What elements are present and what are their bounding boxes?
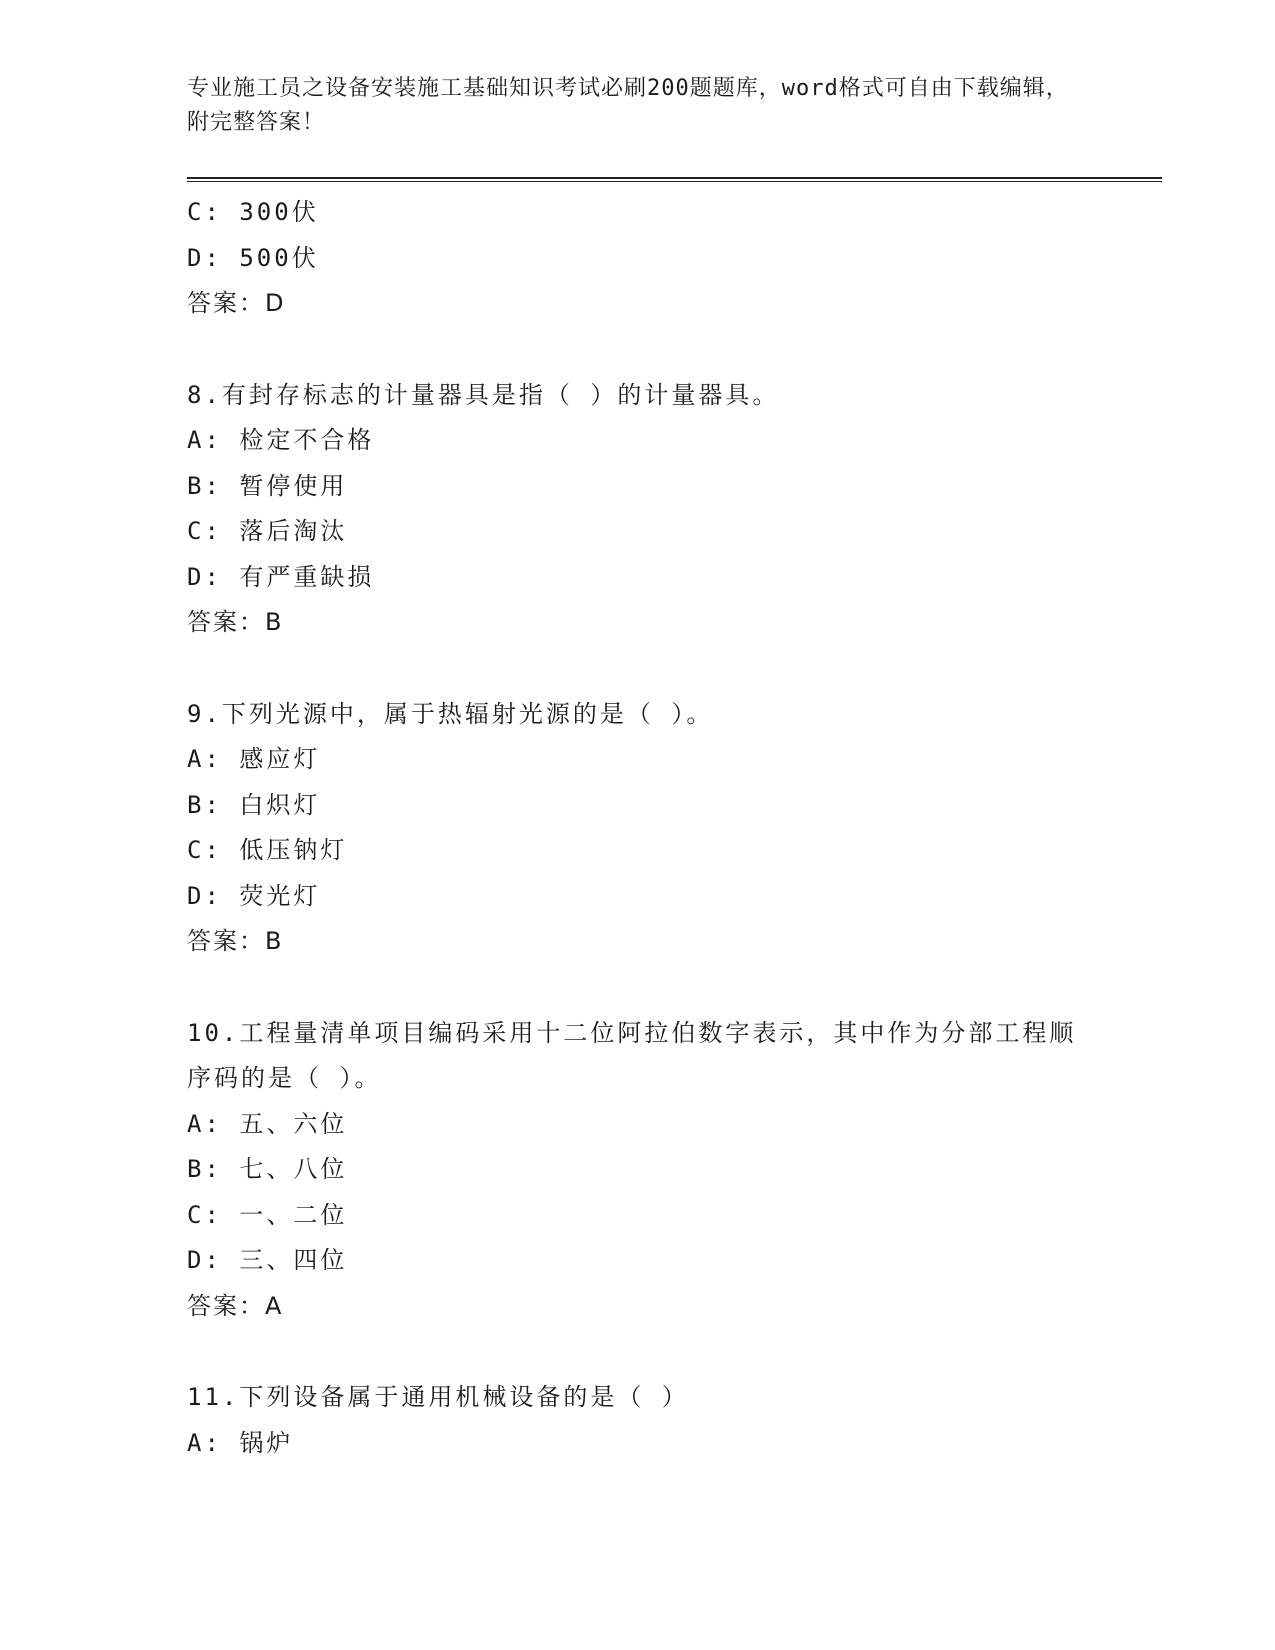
option-a: A: 锅炉: [187, 1428, 294, 1457]
question-11: [187, 1375, 1162, 1466]
option-d: D: 500伏: [187, 243, 319, 272]
option-a: A: 感应灯: [187, 745, 321, 773]
answer-line: 答案：B: [187, 927, 284, 955]
option-b: B: 暂停使用: [187, 471, 348, 500]
question-list: [187, 190, 1162, 1466]
option-d: D: 三、四位: [187, 1246, 348, 1274]
answer-line: 答案：B: [187, 608, 284, 636]
document-header-title: 专业施工员之设备安装施工基础知识考试必刷200题题库，word格式可自由下载编辑，附完整答案！: [187, 76, 1069, 135]
document-page: [187, 72, 1162, 1466]
answer-line: 答案：D: [187, 289, 286, 317]
answer-line: 答案：A: [187, 1291, 284, 1320]
question-stem: 8.有封存标志的计量器具是指（ ）的计量器具。: [187, 380, 780, 409]
option-d: D: 有严重缺损: [187, 562, 375, 591]
option-c: C: 300伏: [187, 198, 319, 226]
option-a: A: 检定不合格: [187, 426, 375, 454]
question-stem: 11.下列设备属于通用机械设备的是（ ）: [187, 1383, 689, 1411]
question-8: [187, 373, 1162, 646]
question-9: [187, 692, 1162, 965]
header-divider: [187, 177, 1162, 182]
question-fragment: [187, 190, 1162, 327]
option-b: B: 七、八位: [187, 1155, 348, 1183]
question-stem: 9.下列光源中，属于热辐射光源的是（ ）。: [187, 699, 714, 728]
option-c: C: 落后淘汰: [187, 517, 348, 545]
question-10: [187, 1011, 1162, 1330]
question-stem: 10.工程量清单项目编码采用十二位阿拉伯数字表示，其中作为分部工程顺序码的是（ ）。: [187, 1018, 1077, 1092]
option-a: A: 五、六位: [187, 1109, 348, 1138]
option-b: B: 白炽灯: [187, 790, 321, 819]
option-d: D: 荧光灯: [187, 881, 321, 910]
option-c: C: 一、二位: [187, 1200, 348, 1229]
option-c: C: 低压钠灯: [187, 836, 348, 864]
